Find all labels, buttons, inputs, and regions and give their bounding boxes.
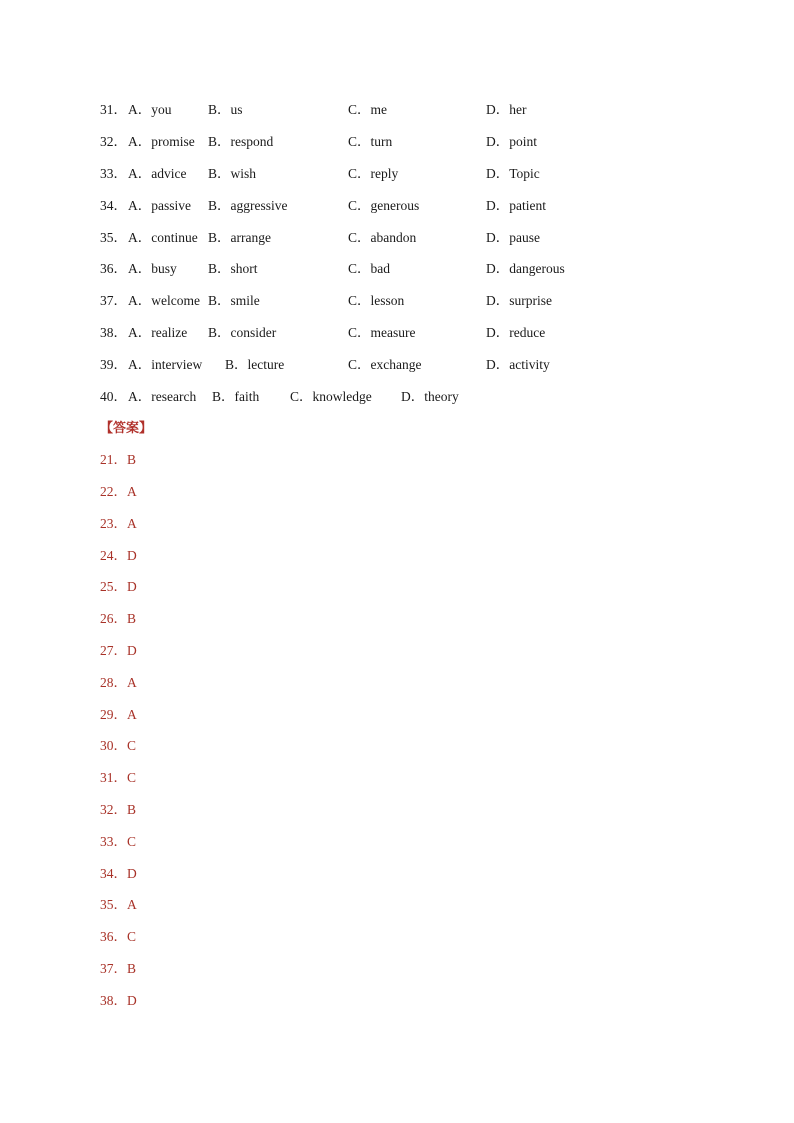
option-d: D．point [486, 134, 538, 149]
option-d: D．Topic [486, 166, 540, 181]
option-b: B．aggressive [208, 198, 288, 213]
option-d: D．her [486, 102, 527, 117]
option-a: A．interview [128, 357, 203, 372]
answer-30: 30．C [100, 738, 137, 753]
option-b: B．short [208, 261, 258, 276]
option-b: B．consider [208, 325, 277, 340]
answer-26: 26．B [100, 611, 137, 626]
answer-25: 25．D [100, 579, 137, 594]
option-c: C．knowledge [290, 389, 372, 404]
question-number: 36． [100, 261, 127, 276]
option-b: B．smile [208, 293, 260, 308]
question-number: 32． [100, 134, 127, 149]
answer-28: 28．A [100, 675, 137, 690]
option-b: B．wish [208, 166, 257, 181]
question-number: 39． [100, 357, 127, 372]
option-a: A．realize [128, 325, 188, 340]
answer-header: 【答案】 [100, 421, 153, 436]
question-number: 31． [100, 102, 127, 117]
option-c: C．measure [348, 325, 416, 340]
answer-35: 35．A [100, 897, 137, 912]
answer-24: 24．D [100, 548, 137, 563]
option-d: D．patient [486, 198, 546, 213]
question-number: 40． [100, 389, 127, 404]
answer-36: 36．C [100, 929, 137, 944]
option-a: A．advice [128, 166, 187, 181]
option-a: A．passive [128, 198, 191, 213]
option-d: D．theory [401, 389, 459, 404]
question-number: 37． [100, 293, 127, 308]
answer-21: 21．B [100, 452, 137, 467]
answer-23: 23．A [100, 516, 137, 531]
option-c: C．generous [348, 198, 420, 213]
answer-31: 31．C [100, 770, 137, 785]
option-c: C．abandon [348, 230, 417, 245]
answer-37: 37．B [100, 961, 137, 976]
option-b: B．respond [208, 134, 274, 149]
answer-27: 27．D [100, 643, 137, 658]
answer-22: 22．A [100, 484, 137, 499]
option-c: C．reply [348, 166, 399, 181]
option-a: A．you [128, 102, 172, 117]
question-number: 35． [100, 230, 127, 245]
option-d: D．dangerous [486, 261, 565, 276]
option-d: D．surprise [486, 293, 552, 308]
option-b: B．arrange [208, 230, 271, 245]
option-c: C．exchange [348, 357, 422, 372]
answer-34: 34．D [100, 866, 137, 881]
answer-29: 29．A [100, 707, 137, 722]
question-number: 33． [100, 166, 127, 181]
option-d: D．reduce [486, 325, 546, 340]
option-c: C．me [348, 102, 387, 117]
question-number: 38． [100, 325, 127, 340]
option-a: A．continue [128, 230, 198, 245]
option-a: A．promise [128, 134, 195, 149]
option-a: A．research [128, 389, 197, 404]
option-b: B．lecture [225, 357, 285, 372]
option-d: D．activity [486, 357, 550, 372]
option-c: C．bad [348, 261, 390, 276]
answer-32: 32．B [100, 802, 137, 817]
answer-33: 33．C [100, 834, 137, 849]
question-number: 34． [100, 198, 127, 213]
answer-38: 38．D [100, 993, 137, 1008]
option-b: B．faith [212, 389, 260, 404]
option-c: C．turn [348, 134, 393, 149]
option-a: A．busy [128, 261, 177, 276]
option-c: C．lesson [348, 293, 405, 308]
option-d: D．pause [486, 230, 540, 245]
option-b: B．us [208, 102, 243, 117]
option-a: A．welcome [128, 293, 200, 308]
